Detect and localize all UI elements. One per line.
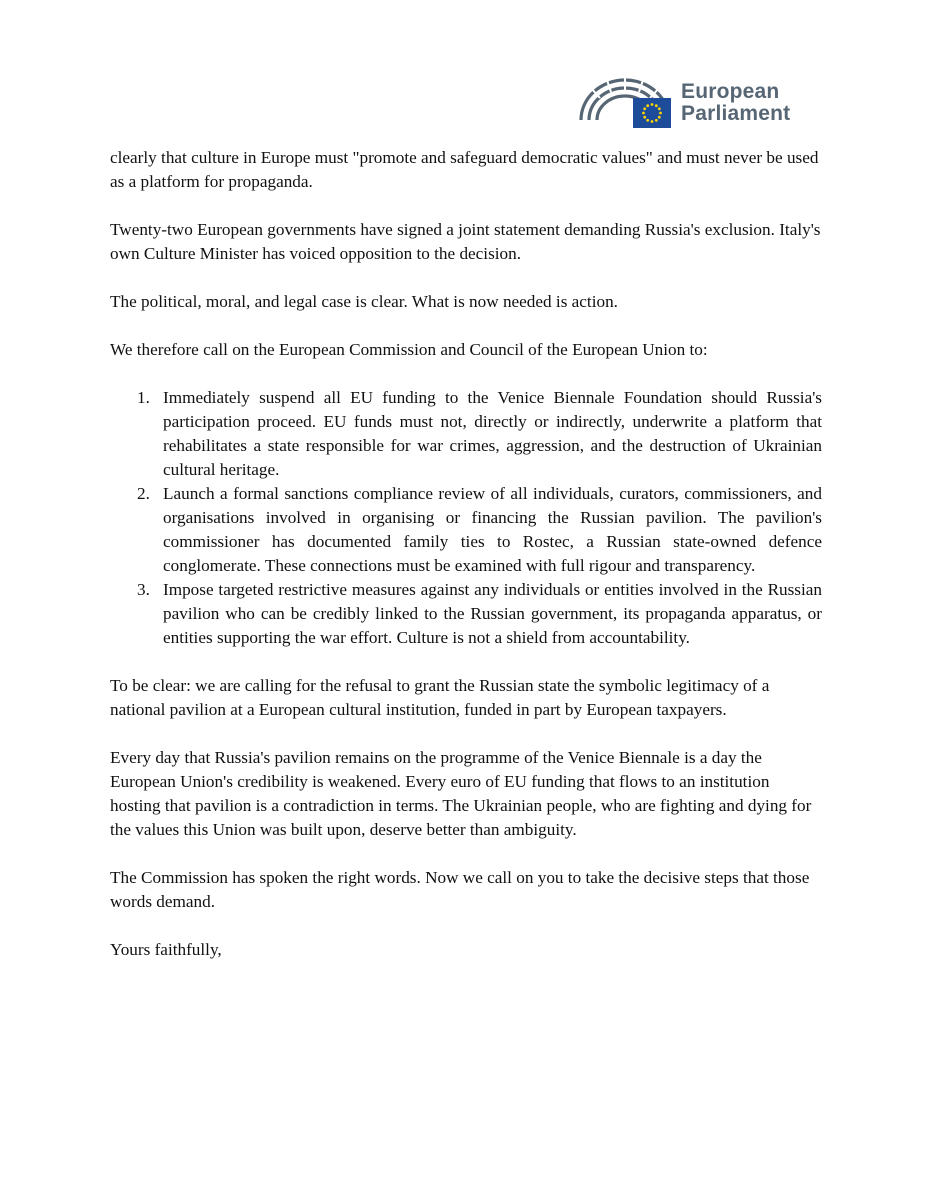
list-item-number: 3. [137, 580, 150, 599]
paragraph-case: The political, moral, and legal case is clear. What is now needed is action. [110, 292, 618, 311]
list-item [110, 386, 822, 482]
letter-body [110, 146, 822, 986]
paragraph-commission: The Commission has spoken the right words. Now we call on you to take the decisive steps that those words demand. [110, 868, 810, 911]
list-item [110, 578, 822, 650]
list-item-text: Launch a formal sanctions compliance review of all individuals, curators, commissioners, and organisations involved in organising or financing the Russian pavilion. The pavilion's commissioner has documented family ties to Rostec, a Russian state-owned defence conglomerate. These connections must be examined with full rigour and transparency. [163, 484, 822, 575]
list-item-number: 2. [137, 484, 150, 503]
european-parliament-hemicycle-eu-flag-icon [577, 76, 673, 130]
list-item-number: 1. [137, 388, 150, 407]
paragraph-every-day: Every day that Russia's pavilion remains on the programme of the Venice Biennale is a day the European Union's credibility is weakened. Every euro of EU funding that flows to an institution hosting that pavilion is a contradiction in terms. The Ukrainian people, who are fighting and dying for the values this Union was built upon, deserve better than ambiguity. [110, 748, 812, 839]
paragraph-culture: clearly that culture in Europe must "promote and safeguard democratic values" and must never be used as a platform for propaganda. [110, 148, 819, 191]
list-item [110, 482, 822, 578]
list-item-text: Immediately suspend all EU funding to the Venice Biennale Foundation should Russia's participation proceed. EU funds must not, directly or indirectly, underwrite a platform that rehabilitates a state responsible for war crimes, aggression, and the destruction of Ukrainian cultural heritage. [163, 388, 822, 479]
logo-wordmark [681, 81, 790, 125]
paragraph-call: We therefore call on the European Commission and Council of the European Union to: [110, 340, 708, 359]
closing-salutation: Yours faithfully, [110, 940, 222, 959]
paragraph-clear: To be clear: we are calling for the refusal to grant the Russian state the symbolic legitimacy of a national pavilion at a European cultural institution, funded in part by European taxpayers. [110, 676, 770, 719]
request-list [110, 386, 822, 650]
paragraph-governments: Twenty-two European governments have signed a joint statement demanding Russia's exclusion. Italy's own Culture Minister has voiced opposition to the decision. [110, 220, 821, 263]
logo-line-parliament: Parliament [681, 102, 791, 125]
european-parliament-logo [577, 76, 802, 130]
list-item-text: Impose targeted restrictive measures against any individuals or entities involved in the Russian pavilion who can be credibly linked to the Russian government, its propaganda apparatus, or entities supporting the war effort. Culture is not a shield from accountability. [163, 580, 822, 647]
logo-line-european: European [681, 80, 780, 103]
